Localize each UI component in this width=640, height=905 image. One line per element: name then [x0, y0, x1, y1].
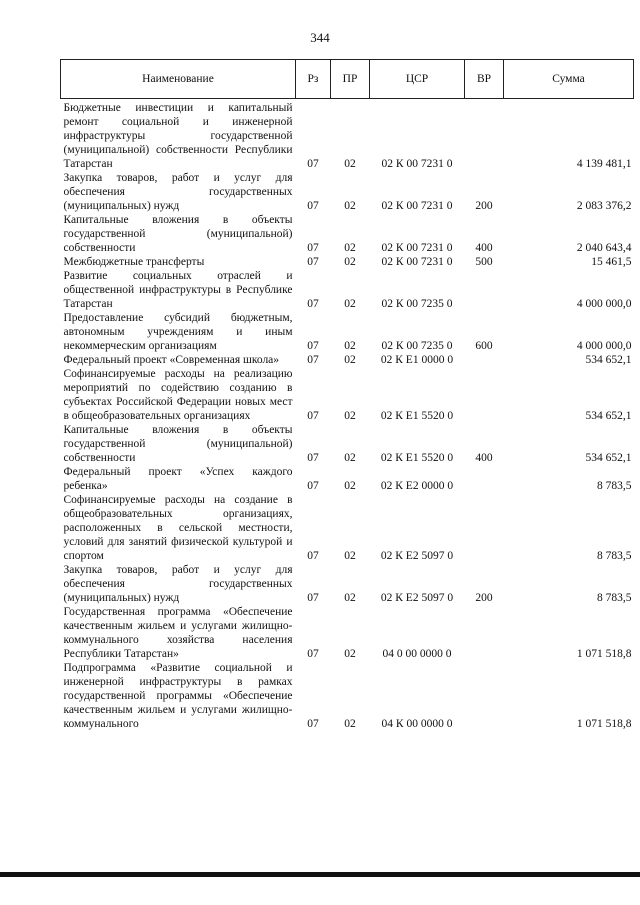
- row-sum: 534 652,1: [585, 452, 632, 464]
- row-rz: 07: [307, 592, 319, 604]
- row-name: Межбюджетные трансферты: [63, 256, 205, 268]
- table-row: [61, 423, 634, 465]
- row-rz: 07: [307, 298, 319, 310]
- row-pr: 02: [344, 452, 356, 464]
- row-pr: 02: [344, 200, 356, 212]
- row-csr: 02 К 00 7231 0: [381, 158, 453, 170]
- row-sum: 2 083 376,2: [576, 200, 632, 212]
- row-csr: 02 К Е1 5520 0: [380, 452, 454, 464]
- row-pr: 02: [344, 480, 356, 492]
- row-rz: 07: [307, 452, 319, 464]
- row-csr: 04 0 00 0000 0: [382, 648, 452, 660]
- row-pr: 02: [344, 648, 356, 660]
- table-row: [61, 465, 634, 493]
- table-row: [61, 661, 634, 731]
- row-csr: 02 К Е2 0000 0: [380, 480, 454, 492]
- row-csr: 02 К Е1 5520 0: [380, 410, 454, 422]
- budget-table: [60, 59, 634, 731]
- table-row: [61, 269, 634, 311]
- row-vr: 400: [475, 452, 493, 464]
- row-vr: [465, 367, 504, 423]
- row-csr: 02 К Е1 0000 0: [380, 354, 454, 366]
- row-name: Федеральный проект «Успех каждого ребенка»: [63, 466, 293, 492]
- header-csr: ЦСР: [370, 60, 465, 99]
- row-pr: 02: [344, 410, 356, 422]
- row-csr: 02 К 00 7235 0: [381, 340, 453, 352]
- row-name: Закупка товаров, работ и услуг для обеспечения государственных (муниципальных) нужд: [63, 564, 293, 604]
- row-vr: 400: [475, 242, 493, 254]
- header-name: Наименование: [61, 60, 296, 99]
- row-vr: 200: [475, 200, 493, 212]
- table-header-row: [61, 60, 634, 99]
- table-row: [61, 353, 634, 367]
- row-pr: 02: [344, 718, 356, 730]
- row-sum: 1 071 518,8: [576, 718, 632, 730]
- row-rz: 07: [307, 256, 319, 268]
- row-csr: 02 К 00 7235 0: [381, 298, 453, 310]
- row-name: Капитальные вложения в объекты государственной (муниципальной) собственности: [63, 424, 293, 464]
- row-rz: 07: [307, 550, 319, 562]
- row-pr: 02: [344, 592, 356, 604]
- row-csr: 04 К 00 0000 0: [381, 718, 453, 730]
- row-sum: 8 783,5: [597, 480, 632, 492]
- row-pr: 02: [344, 354, 356, 366]
- table-row: [61, 311, 634, 353]
- row-name: Подпрограмма «Развитие социальной и инженерной инфраструктуры в рамках государственной программы «Обеспечение качественным жильем и услугами жилищно-коммунального: [63, 662, 293, 730]
- row-rz: 07: [307, 158, 319, 170]
- row-pr: 02: [344, 550, 356, 562]
- row-vr: [465, 353, 504, 367]
- page-number: 344: [310, 30, 330, 45]
- table-row: [61, 605, 634, 661]
- row-pr: 02: [344, 340, 356, 352]
- row-vr: 600: [475, 340, 493, 352]
- table-row: [61, 171, 634, 213]
- row-name: Закупка товаров, работ и услуг для обеспечения государственных (муниципальных) нужд: [63, 172, 293, 212]
- header-pr: ПР: [331, 60, 370, 99]
- row-pr: 02: [344, 242, 356, 254]
- row-vr: [465, 661, 504, 731]
- header-rz: Рз: [296, 60, 331, 99]
- row-rz: 07: [307, 480, 319, 492]
- row-vr: 500: [475, 256, 493, 268]
- row-pr: 02: [344, 158, 356, 170]
- row-sum: 4 000 000,0: [576, 298, 632, 310]
- row-name: Развитие социальных отраслей и общественной инфраструктуры в Республике Татарстан: [63, 270, 293, 310]
- table-row: [61, 563, 634, 605]
- header-sum: Сумма: [504, 60, 634, 99]
- table-row: [61, 255, 634, 269]
- header-vr: ВР: [465, 60, 504, 99]
- row-vr: [465, 465, 504, 493]
- table-row: [61, 213, 634, 255]
- row-rz: 07: [307, 340, 319, 352]
- row-vr: 200: [475, 592, 493, 604]
- table-row: [61, 367, 634, 423]
- row-vr: [465, 493, 504, 563]
- table-row: [61, 99, 634, 172]
- row-name: Капитальные вложения в объекты государственной (муниципальной) собственности: [63, 214, 293, 254]
- row-name: Бюджетные инвестиции и капитальный ремонт социальной и инженерной инфраструктуры государственной (муниципальной) собственности Республики Татарстан: [63, 102, 293, 170]
- table-row: [61, 493, 634, 563]
- row-rz: 07: [307, 242, 319, 254]
- row-sum: 2 040 643,4: [576, 242, 632, 254]
- row-sum: 4 000 000,0: [576, 340, 632, 352]
- row-rz: 07: [307, 200, 319, 212]
- row-sum: 1 071 518,8: [576, 648, 632, 660]
- row-name: Софинансируемые расходы на реализацию мероприятий по содействию созданию в субъектах Российской Федерации новых мест в общеобразовательных организациях: [63, 368, 293, 422]
- row-sum: 534 652,1: [585, 354, 632, 366]
- row-pr: 02: [344, 256, 356, 268]
- row-csr: 02 К 00 7231 0: [381, 256, 453, 268]
- row-csr: 02 К 00 7231 0: [381, 200, 453, 212]
- row-sum: 15 461,5: [591, 256, 632, 268]
- row-sum: 4 139 481,1: [576, 158, 632, 170]
- row-sum: 534 652,1: [585, 410, 632, 422]
- row-name: Государственная программа «Обеспечение качественным жильем и услугами жилищно-коммунального хозяйства населения Республики Татарстан»: [63, 606, 293, 660]
- row-vr: [465, 605, 504, 661]
- row-rz: 07: [307, 354, 319, 366]
- scan-bottom-edge: [0, 872, 640, 877]
- row-csr: 02 К 00 7231 0: [381, 242, 453, 254]
- row-name: Предоставление субсидий бюджетным, автономным учреждениям и иным некоммерческим организациям: [63, 312, 293, 352]
- row-rz: 07: [307, 718, 319, 730]
- row-csr: 02 К Е2 5097 0: [380, 550, 454, 562]
- row-rz: 07: [307, 648, 319, 660]
- row-rz: 07: [307, 410, 319, 422]
- row-name: Софинансируемые расходы на создание в общеобразовательных организациях, расположенных в сельской местности, условий для занятий физической культурой и спортом: [63, 494, 293, 562]
- row-pr: 02: [344, 298, 356, 310]
- row-csr: 02 К Е2 5097 0: [380, 592, 454, 604]
- row-vr: [465, 99, 504, 172]
- row-sum: 8 783,5: [597, 550, 632, 562]
- row-vr: [465, 269, 504, 311]
- row-name: Федеральный проект «Современная школа»: [63, 354, 280, 366]
- row-sum: 8 783,5: [597, 592, 632, 604]
